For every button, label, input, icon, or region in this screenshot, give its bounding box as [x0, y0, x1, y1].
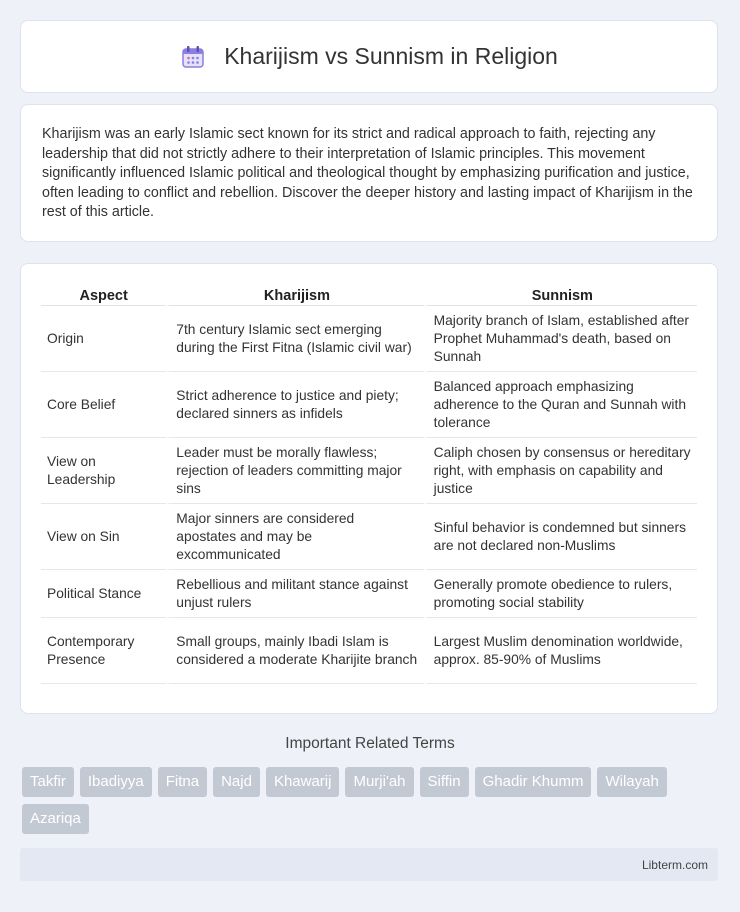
- table-row: [41, 618, 697, 684]
- tag-azariqa[interactable]: Azariqa: [22, 804, 89, 834]
- related-terms-title: Important Related Terms: [285, 735, 455, 752]
- calendar-icon: [180, 44, 206, 70]
- tag-wilayah[interactable]: Wilayah: [597, 767, 666, 797]
- row-aspect: Political Stance: [41, 570, 166, 618]
- row-sunnism: Balanced approach emphasizing adherence to the Quran and Sunnah with tolerance: [424, 372, 697, 438]
- tag-khawarij[interactable]: Khawarij: [266, 767, 340, 797]
- page-title: [180, 43, 558, 70]
- row-kharijism: Leader must be morally flawless; rejection of leaders committing major sins: [166, 438, 423, 504]
- tag-fitna[interactable]: Fitna: [158, 767, 207, 797]
- row-kharijism: 7th century Islamic sect emerging during the First Fitna (Islamic civil war): [166, 306, 423, 372]
- table-row: [41, 372, 697, 438]
- row-sunnism: Generally promote obedience to rulers, promoting social stability: [424, 570, 697, 618]
- header-kharijism: Kharijism: [166, 286, 423, 306]
- footer: [20, 848, 718, 881]
- row-sunnism: Caliph chosen by consensus or hereditary right, with emphasis on capability and justice: [424, 438, 697, 504]
- footer-site-link[interactable]: Libterm.com: [641, 857, 708, 872]
- row-sunnism: Largest Muslim denomination worldwide, approx. 85-90% of Muslims: [424, 618, 697, 684]
- row-aspect: Contemporary Presence: [41, 618, 166, 684]
- row-sunnism: Majority branch of Islam, established after Prophet Muhammad's death, based on Sunnah: [424, 306, 697, 372]
- title-card: [20, 20, 718, 93]
- tag-murjiah[interactable]: Murji'ah: [345, 767, 413, 797]
- table-row: [41, 504, 697, 570]
- row-kharijism: Rebellious and militant stance against unjust rulers: [166, 570, 423, 618]
- comparison-card: [20, 263, 718, 714]
- intro-card: [20, 104, 718, 242]
- row-aspect: View on Sin: [41, 504, 166, 570]
- row-kharijism: Small groups, mainly Ibadi Islam is considered a moderate Kharijite branch: [166, 618, 423, 684]
- header-sunnism: Sunnism: [424, 286, 697, 306]
- row-kharijism: Strict adherence to justice and piety; declared sinners as infidels: [166, 372, 423, 438]
- row-sunnism: Sinful behavior is condemned but sinners are not declared non-Muslims: [424, 504, 697, 570]
- related-terms-list: [22, 767, 722, 834]
- table-row: [41, 438, 697, 504]
- row-aspect: View on Leadership: [41, 438, 166, 504]
- tag-takfir[interactable]: Takfir: [22, 767, 74, 797]
- table-header-row: [41, 286, 697, 306]
- tag-ibadiyya[interactable]: Ibadiyya: [80, 767, 152, 797]
- row-aspect: Origin: [41, 306, 166, 372]
- row-aspect: Core Belief: [41, 372, 166, 438]
- tag-siffin[interactable]: Siffin: [420, 767, 469, 797]
- comparison-table: [41, 286, 697, 684]
- table-row: [41, 570, 697, 618]
- intro-text: Kharijism was an early Islamic sect known for its strict and radical approach to faith, rejecting any leadership that did not strictly adhere to their interpretation of Islamic principles. This movement significantly influenced Islamic political and theological thought by emphasizing purification and justice, often leading to conflict and rebellion. Discover the deeper history and lasting impact of Kharijism in the rest of this article.: [42, 126, 693, 220]
- table-row: [41, 306, 697, 372]
- header-aspect: Aspect: [41, 286, 166, 306]
- row-kharijism: Major sinners are considered apostates and may be excommunicated: [166, 504, 423, 570]
- tag-najd[interactable]: Najd: [213, 767, 260, 797]
- page-title-text: Kharijism vs Sunnism in Religion: [224, 43, 558, 69]
- tag-ghadir-khumm[interactable]: Ghadir Khumm: [475, 767, 592, 797]
